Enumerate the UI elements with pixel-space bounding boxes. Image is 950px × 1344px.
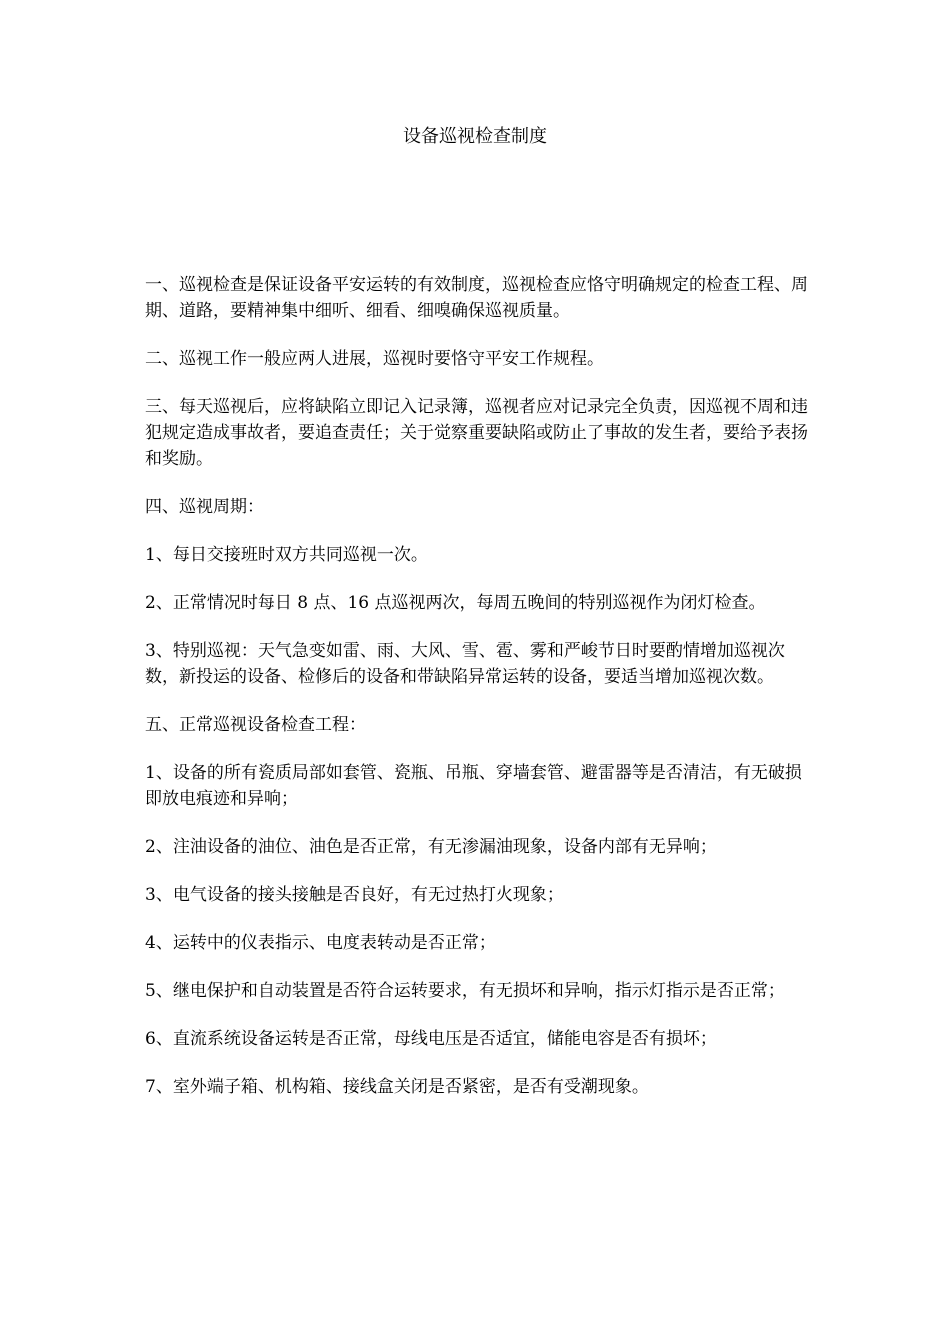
document-title: 设备巡视检查制度 — [403, 126, 547, 147]
paragraph-1: 一、巡视检查是保证设备平安运转的有效制度，巡视检查应恪守明确规定的检查工程、周期、道路，要精神集中细听、细看、细嗅确保巡视质量。 — [145, 275, 808, 321]
paragraph-9: 1、设备的所有瓷质局部如套管、瓷瓶、吊瓶、穿墙套管、避雷器等是否清洁，有无破损即放电痕迹和异响； — [145, 763, 802, 809]
paragraph-15: 7、室外端子箱、机构箱、接线盒关闭是否紧密，是否有受潮现象。 — [145, 1077, 649, 1097]
paragraph-3: 三、每天巡视后，应将缺陷立即记入记录簿，巡视者应对记录完全负责，因巡视不周和违犯规定造成事故者，要追查责任；关于觉察重要缺陷或防止了事故的发生者，要给予表扬和奖励。 — [145, 397, 808, 469]
paragraph-6: 2、正常情况时每日 8 点、16 点巡视两次，每周五晚间的特别巡视作为闭灯检查。 — [145, 593, 766, 613]
paragraph-7: 3、特别巡视：天气急变如雷、雨、大风、雪、雹、雾和严峻节日时要酌情增加巡视次数，新投运的设备、检修后的设备和带缺陷异常运转的设备，要适当增加巡视次数。 — [145, 641, 785, 687]
paragraph-10: 2、注油设备的油位、油色是否正常，有无渗漏油现象，设备内部有无异响； — [145, 837, 717, 857]
paragraph-8: 五、正常巡视设备检查工程： — [145, 715, 366, 735]
paragraph-13: 5、继电保护和自动装置是否符合运转要求，有无损坏和异响，指示灯指示是否正常； — [145, 981, 785, 1001]
paragraph-2: 二、巡视工作一般应两人进展，巡视时要恪守平安工作规程。 — [145, 349, 604, 369]
paragraph-11: 3、电气设备的接头接触是否良好，有无过热打火现象； — [145, 885, 564, 905]
paragraph-4: 四、巡视周期： — [145, 497, 264, 517]
paragraph-12: 4、运转中的仪表指示、电度表转动是否正常； — [145, 933, 496, 953]
document-body — [145, 272, 810, 1122]
paragraph-5: 1、每日交接班时双方共同巡视一次。 — [145, 545, 428, 565]
paragraph-14: 6、直流系统设备运转是否正常，母线电压是否适宜，储能电容是否有损坏； — [145, 1029, 717, 1049]
